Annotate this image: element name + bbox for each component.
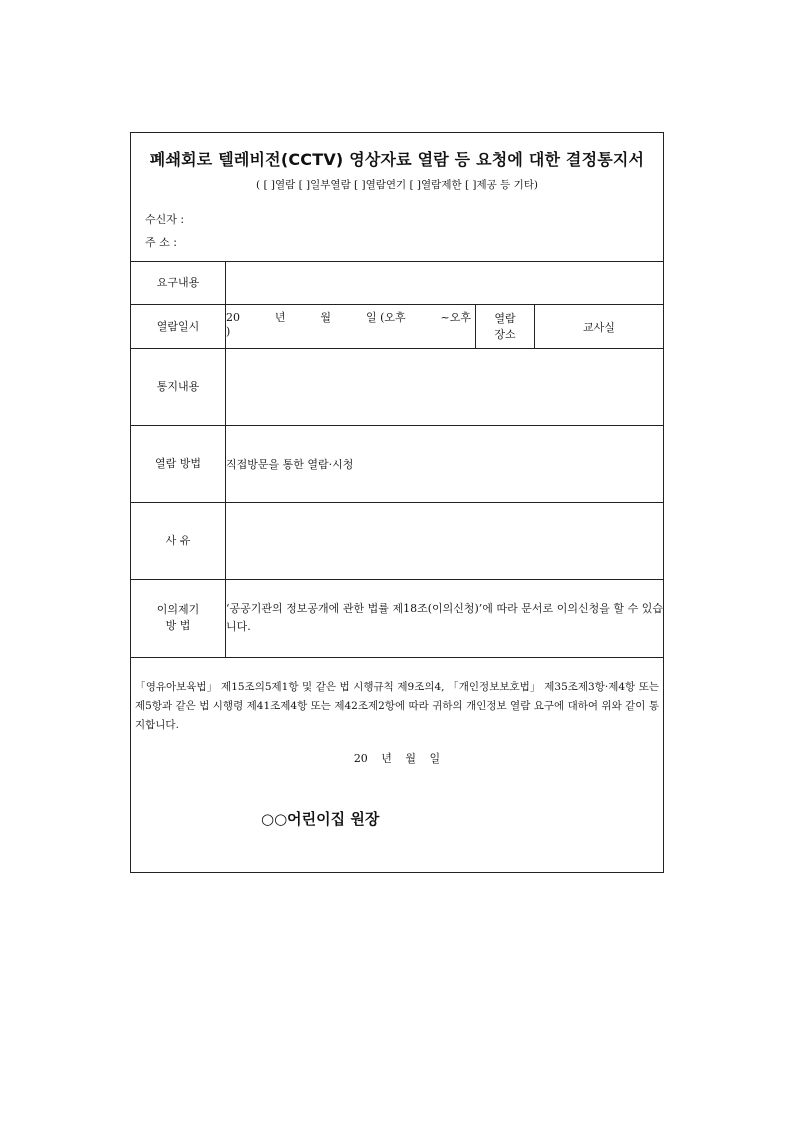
recipient-label: 수신자 : — [145, 213, 185, 226]
row-viewing-method — [131, 426, 663, 503]
time-start: (오후 — [380, 311, 406, 324]
recipient-line — [145, 211, 184, 227]
reason-value — [226, 503, 664, 580]
form-table — [131, 261, 663, 657]
form-title: 폐쇄회로 텔레비전(CCTV) 영상자료 열람 등 요청에 대한 결정통지서 — [149, 150, 645, 169]
date-year: 20 — [226, 311, 240, 324]
date-close-paren: ) — [226, 325, 231, 338]
date-day-unit: 일 — [365, 311, 377, 324]
viewing-date-label: 열람일시 — [131, 305, 226, 349]
viewing-date-value — [226, 305, 476, 349]
place-label: 열람 장소 — [476, 305, 535, 349]
date-month-unit: 월 — [320, 311, 332, 324]
legal-notice-text: 「영유아보육법」 제15조의5제1항 및 같은 법 시행규칙 제9조의4, 「개인정보보호법」 제35조제3항·제4항 또는 제5항과 같은 법 시행령 제41조제4항 또는 제42조제2항에 따라 귀하의 개인정보 열람 요구에 대하여 위와 같이 통지합니다. — [135, 681, 659, 731]
time-end: ~오후 — [440, 311, 471, 324]
row-reason — [131, 503, 663, 580]
issue-date: 20 년 월 일 — [353, 752, 441, 765]
notice-content-label: 통지내용 — [131, 349, 226, 426]
reason-label: 사 유 — [131, 503, 226, 580]
notice-footer — [131, 657, 663, 873]
signature-line: ○○어린이집 원장 — [261, 810, 380, 828]
row-objection — [131, 580, 663, 657]
request-value — [226, 262, 664, 305]
decision-notice-form — [130, 132, 664, 873]
date-year-unit: 년 — [274, 311, 286, 324]
row-request — [131, 262, 663, 305]
viewing-method-value: 직접방문을 통한 열람·시청 — [226, 426, 664, 503]
viewing-method-label: 열람 방법 — [131, 426, 226, 503]
address-line — [145, 234, 177, 250]
row-viewing-date — [131, 305, 663, 349]
address-label: 주 소 : — [145, 236, 177, 249]
objection-label: 이의제기 방 법 — [131, 580, 226, 657]
notice-content-value — [226, 349, 664, 426]
row-notice-content — [131, 349, 663, 426]
request-label: 요구내용 — [131, 262, 226, 305]
decision-options: ( [ ]열람 [ ]일부열람 [ ]열람연기 [ ]열람제한 [ ]제공 등 기타) — [256, 179, 538, 191]
objection-value: ‘공공기관의 정보공개에 관한 법률 제18조(이의신청)’에 따라 문서로 이의신청을 할 수 있습니다. — [226, 580, 664, 657]
place-value: 교사실 — [535, 305, 664, 349]
